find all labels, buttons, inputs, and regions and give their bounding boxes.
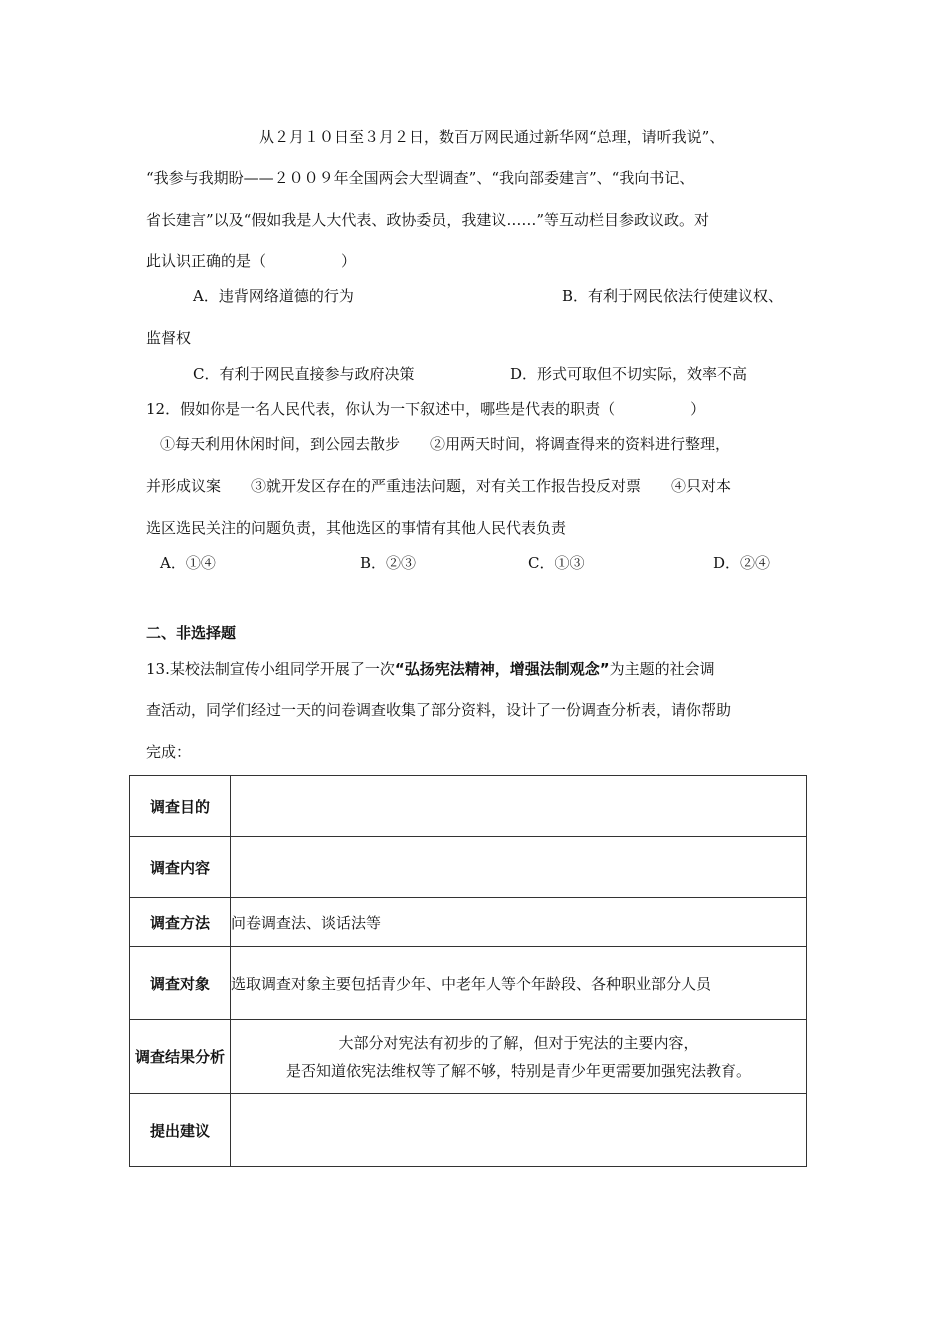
passage-line-2: “我参与我期盼——２００９年全国两会大型调查”、“我向部委建言”、“我向书记、 <box>146 169 695 187</box>
analysis-line-2: 是否知道依宪法维权等了解不够，特别是青少年更需要加强宪法教育。 <box>285 1061 751 1080</box>
option-b-continued: 监督权 <box>146 329 192 347</box>
table-row <box>130 776 807 837</box>
q13-suffix: 为主题的社会调 <box>609 660 715 678</box>
table-row <box>130 1020 807 1094</box>
q13-line-1 <box>146 659 715 679</box>
passage-line-1: 从２月１０日至３月２日，数百万网民通过新华网“总理，请听我说”、 <box>259 128 725 146</box>
table-row <box>130 837 807 898</box>
row-label: 调查对象 <box>130 947 231 1020</box>
option-c: C．有利于网民直接参与政府决策 <box>193 365 415 383</box>
row-label: 调查内容 <box>130 837 231 898</box>
section-heading: 二、非选择题 <box>146 624 237 642</box>
row-value: 选取调查对象主要包括青少年、中老年人等个年龄段、各种职业部分人员 <box>231 947 807 1020</box>
row-label: 调查结果分析 <box>130 1020 231 1094</box>
row-value: 问卷调查法、谈话法等 <box>231 898 807 947</box>
analysis-line-1: 大部分对宪法有初步的了解，但对于宪法的主要内容， <box>338 1033 699 1052</box>
row-value <box>231 776 807 837</box>
row-label: 提出建议 <box>130 1094 231 1167</box>
row-value <box>231 1020 807 1094</box>
option-d: D．形式可取但不切实际，效率不高 <box>510 365 748 383</box>
q12-line-1: ①每天利用休闲时间，到公园去散步 ②用两天时间，将调查得来的资料进行整理， <box>160 435 731 453</box>
q12-option-d: D．②④ <box>713 554 771 572</box>
row-value <box>231 837 807 898</box>
option-a: A．违背网络道德的行为 <box>193 287 354 305</box>
table-row <box>130 898 807 947</box>
survey-table <box>129 775 807 1167</box>
q12-option-a: A．①④ <box>160 554 216 572</box>
table-row <box>130 1094 807 1167</box>
q12-stem: 12．假如你是一名人民代表，你认为一下叙述中，哪些是代表的职责（ ） <box>146 400 706 418</box>
q13-prefix: 13.某校法制宣传小组同学开展了一次 <box>146 660 395 678</box>
row-label: 调查方法 <box>130 898 231 947</box>
option-b: B．有利于网民依法行使建议权、 <box>562 287 784 305</box>
q12-line-3: 选区选民关注的问题负责，其他选区的事情有其他人民代表负责 <box>146 519 567 537</box>
table-row <box>130 947 807 1020</box>
passage-line-3: 省长建言”以及“假如我是人大代表、政协委员，我建议……”等互动栏目参政议政。对 <box>146 211 710 229</box>
row-label: 调查目的 <box>130 776 231 837</box>
q13-line-3: 完成： <box>146 743 192 761</box>
q12-line-2: 并形成议案 ③就开发区存在的严重违法问题，对有关工作报告投反对票 ④只对本 <box>146 477 732 495</box>
q12-option-c: C．①③ <box>528 554 585 572</box>
passage-line-4: 此认识正确的是（ ） <box>146 252 357 270</box>
q12-option-b: B．②③ <box>360 554 417 572</box>
q13-theme: “弘扬宪法精神，增强法制观念” <box>394 660 610 678</box>
q13-line-2: 查活动，同学们经过一天的问卷调查收集了部分资料，设计了一份调查分析表，请你帮助 <box>146 701 732 719</box>
row-value <box>231 1094 807 1167</box>
